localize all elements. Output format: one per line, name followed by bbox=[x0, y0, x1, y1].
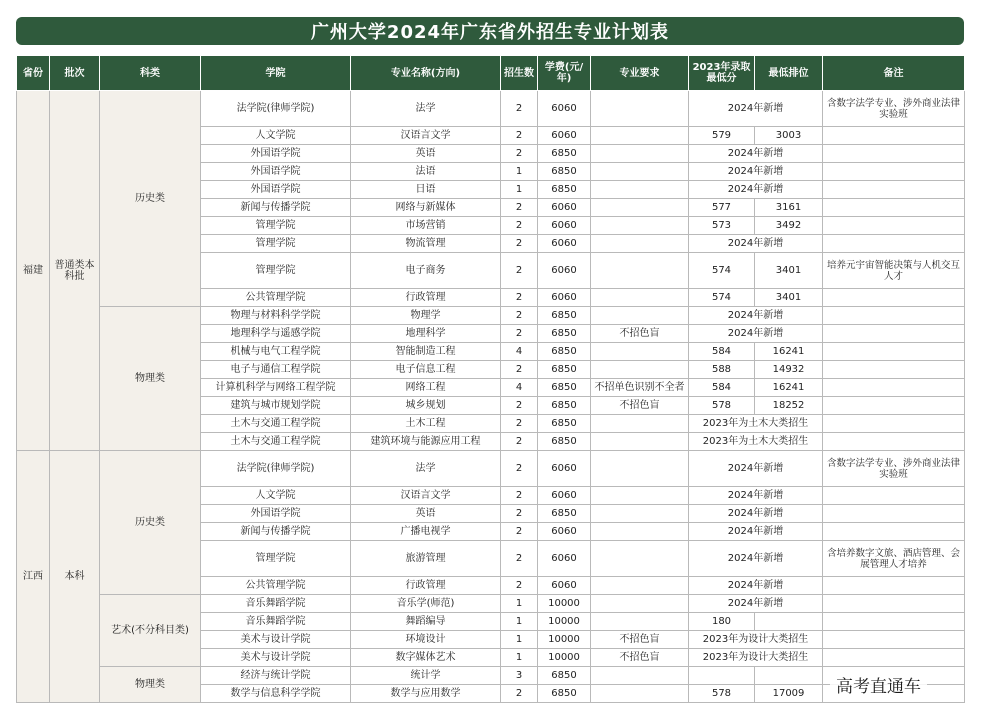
college-cell: 管理学院 bbox=[201, 253, 351, 289]
note-cell bbox=[823, 505, 965, 523]
college-cell: 外国语学院 bbox=[201, 505, 351, 523]
requirement-cell bbox=[591, 523, 689, 541]
count-cell: 2 bbox=[501, 235, 538, 253]
batch-cell: 普通类本科批 bbox=[50, 91, 100, 451]
note-cell: 含培养数字文旅、酒店管理、会展管理人才培养 bbox=[823, 541, 965, 577]
requirement-cell bbox=[591, 487, 689, 505]
header-fee: 学费(元/年) bbox=[538, 56, 591, 91]
min-rank-cell: 16241 bbox=[755, 379, 823, 397]
requirement-cell: 不招色盲 bbox=[591, 397, 689, 415]
note-cell bbox=[823, 307, 965, 325]
note-cell bbox=[823, 181, 965, 199]
min-score-cell: 573 bbox=[689, 217, 755, 235]
score-rank-merged-cell: 2024年新增 bbox=[689, 523, 823, 541]
fee-cell: 6060 bbox=[538, 487, 591, 505]
min-rank-cell bbox=[755, 613, 823, 631]
major-cell: 数学与应用数学 bbox=[351, 685, 501, 703]
fee-cell: 6850 bbox=[538, 145, 591, 163]
note-cell bbox=[823, 433, 965, 451]
fee-cell: 6850 bbox=[538, 163, 591, 181]
college-cell: 公共管理学院 bbox=[201, 289, 351, 307]
count-cell: 2 bbox=[501, 451, 538, 487]
min-score-cell: 588 bbox=[689, 361, 755, 379]
major-cell: 行政管理 bbox=[351, 289, 501, 307]
min-rank-cell: 3492 bbox=[755, 217, 823, 235]
requirement-cell: 不招色盲 bbox=[591, 325, 689, 343]
fee-cell: 6850 bbox=[538, 505, 591, 523]
requirement-cell bbox=[591, 577, 689, 595]
note-cell bbox=[823, 361, 965, 379]
count-cell: 2 bbox=[501, 217, 538, 235]
note-cell bbox=[823, 235, 965, 253]
count-cell: 2 bbox=[501, 145, 538, 163]
note-cell bbox=[823, 163, 965, 181]
requirement-cell bbox=[591, 361, 689, 379]
watermark: 高考直通车 bbox=[830, 670, 927, 699]
major-cell: 汉语言文学 bbox=[351, 487, 501, 505]
major-cell: 市场营销 bbox=[351, 217, 501, 235]
college-cell: 新闻与传播学院 bbox=[201, 523, 351, 541]
count-cell: 3 bbox=[501, 667, 538, 685]
header-major: 专业名称(方向) bbox=[351, 56, 501, 91]
major-cell: 城乡规划 bbox=[351, 397, 501, 415]
requirement-cell bbox=[591, 685, 689, 703]
header-requirement: 专业要求 bbox=[591, 56, 689, 91]
score-rank-merged-cell: 2023年为设计大类招生 bbox=[689, 649, 823, 667]
fee-cell: 10000 bbox=[538, 631, 591, 649]
note-cell bbox=[823, 613, 965, 631]
count-cell: 2 bbox=[501, 505, 538, 523]
min-score-cell: 180 bbox=[689, 613, 755, 631]
score-rank-merged-cell: 2024年新增 bbox=[689, 451, 823, 487]
note-cell bbox=[823, 325, 965, 343]
college-cell: 美术与设计学院 bbox=[201, 649, 351, 667]
count-cell: 2 bbox=[501, 307, 538, 325]
fee-cell: 6060 bbox=[538, 127, 591, 145]
requirement-cell bbox=[591, 145, 689, 163]
major-cell: 法学 bbox=[351, 451, 501, 487]
requirement-cell bbox=[591, 613, 689, 631]
count-cell: 2 bbox=[501, 577, 538, 595]
category-cell: 历史类 bbox=[100, 91, 201, 307]
fee-cell: 6060 bbox=[538, 217, 591, 235]
requirement-cell bbox=[591, 91, 689, 127]
requirement-cell bbox=[591, 667, 689, 685]
major-cell: 网络工程 bbox=[351, 379, 501, 397]
category-cell: 历史类 bbox=[100, 451, 201, 595]
requirement-cell bbox=[591, 307, 689, 325]
page-title: 广州大学2024年广东省外招生专业计划表 bbox=[16, 17, 964, 45]
major-cell: 地理科学 bbox=[351, 325, 501, 343]
requirement-cell bbox=[591, 541, 689, 577]
table-row bbox=[17, 667, 965, 685]
requirement-cell bbox=[591, 595, 689, 613]
note-cell: 培养元宇宙智能决策与人机交互人才 bbox=[823, 253, 965, 289]
fee-cell: 6060 bbox=[538, 91, 591, 127]
min-rank-cell: 14932 bbox=[755, 361, 823, 379]
fee-cell: 6850 bbox=[538, 685, 591, 703]
header-count: 招生数 bbox=[501, 56, 538, 91]
min-rank-cell bbox=[755, 667, 823, 685]
major-cell: 数字媒体艺术 bbox=[351, 649, 501, 667]
requirement-cell bbox=[591, 289, 689, 307]
major-cell: 统计学 bbox=[351, 667, 501, 685]
major-cell: 日语 bbox=[351, 181, 501, 199]
college-cell: 电子与通信工程学院 bbox=[201, 361, 351, 379]
note-cell bbox=[823, 145, 965, 163]
requirement-cell bbox=[591, 343, 689, 361]
count-cell: 2 bbox=[501, 91, 538, 127]
category-cell: 艺术(不分科目类) bbox=[100, 595, 201, 667]
major-cell: 音乐学(师范) bbox=[351, 595, 501, 613]
fee-cell: 6060 bbox=[538, 289, 591, 307]
score-rank-merged-cell: 2024年新增 bbox=[689, 181, 823, 199]
header-category: 科类 bbox=[100, 56, 201, 91]
college-cell: 机械与电气工程学院 bbox=[201, 343, 351, 361]
note-cell bbox=[823, 289, 965, 307]
fee-cell: 6850 bbox=[538, 361, 591, 379]
min-score-cell bbox=[689, 667, 755, 685]
score-rank-merged-cell: 2024年新增 bbox=[689, 487, 823, 505]
score-rank-merged-cell: 2023年为设计大类招生 bbox=[689, 631, 823, 649]
fee-cell: 6060 bbox=[538, 541, 591, 577]
table-body bbox=[17, 91, 965, 703]
college-cell: 法学院(律师学院) bbox=[201, 91, 351, 127]
count-cell: 2 bbox=[501, 325, 538, 343]
min-rank-cell: 18252 bbox=[755, 397, 823, 415]
college-cell: 管理学院 bbox=[201, 217, 351, 235]
college-cell: 管理学院 bbox=[201, 541, 351, 577]
college-cell: 土木与交通工程学院 bbox=[201, 415, 351, 433]
min-score-cell: 578 bbox=[689, 685, 755, 703]
score-rank-merged-cell: 2024年新增 bbox=[689, 91, 823, 127]
count-cell: 2 bbox=[501, 361, 538, 379]
min-rank-cell: 3401 bbox=[755, 289, 823, 307]
note-cell bbox=[823, 379, 965, 397]
fee-cell: 10000 bbox=[538, 595, 591, 613]
min-score-cell: 579 bbox=[689, 127, 755, 145]
major-cell: 英语 bbox=[351, 145, 501, 163]
college-cell: 音乐舞蹈学院 bbox=[201, 595, 351, 613]
count-cell: 2 bbox=[501, 523, 538, 541]
note-cell bbox=[823, 631, 965, 649]
note-cell bbox=[823, 415, 965, 433]
min-rank-cell: 16241 bbox=[755, 343, 823, 361]
fee-cell: 6060 bbox=[538, 235, 591, 253]
count-cell: 4 bbox=[501, 343, 538, 361]
requirement-cell bbox=[591, 505, 689, 523]
requirement-cell bbox=[591, 235, 689, 253]
major-cell: 物理学 bbox=[351, 307, 501, 325]
fee-cell: 6850 bbox=[538, 397, 591, 415]
enrollment-plan-table bbox=[16, 55, 965, 703]
note-cell bbox=[823, 487, 965, 505]
fee-cell: 6850 bbox=[538, 667, 591, 685]
min-rank-cell: 17009 bbox=[755, 685, 823, 703]
note-cell bbox=[823, 199, 965, 217]
min-rank-cell: 3401 bbox=[755, 253, 823, 289]
header-note: 备注 bbox=[823, 56, 965, 91]
major-cell: 物流管理 bbox=[351, 235, 501, 253]
college-cell: 人文学院 bbox=[201, 487, 351, 505]
fee-cell: 6850 bbox=[538, 307, 591, 325]
major-cell: 广播电视学 bbox=[351, 523, 501, 541]
requirement-cell bbox=[591, 217, 689, 235]
note-cell bbox=[823, 217, 965, 235]
college-cell: 建筑与城市规划学院 bbox=[201, 397, 351, 415]
count-cell: 1 bbox=[501, 181, 538, 199]
table-row bbox=[17, 91, 965, 127]
score-rank-merged-cell: 2024年新增 bbox=[689, 505, 823, 523]
college-cell: 音乐舞蹈学院 bbox=[201, 613, 351, 631]
table-row bbox=[17, 451, 965, 487]
major-cell: 旅游管理 bbox=[351, 541, 501, 577]
min-score-cell: 584 bbox=[689, 343, 755, 361]
fee-cell: 6060 bbox=[538, 577, 591, 595]
count-cell: 2 bbox=[501, 685, 538, 703]
requirement-cell bbox=[591, 181, 689, 199]
score-rank-merged-cell: 2024年新增 bbox=[689, 145, 823, 163]
note-cell: 含数字法学专业、涉外商业法律实验班 bbox=[823, 91, 965, 127]
fee-cell: 6060 bbox=[538, 523, 591, 541]
count-cell: 2 bbox=[501, 433, 538, 451]
note-cell bbox=[823, 595, 965, 613]
table-row bbox=[17, 595, 965, 613]
min-score-cell: 574 bbox=[689, 289, 755, 307]
college-cell: 经济与统计学院 bbox=[201, 667, 351, 685]
college-cell: 美术与设计学院 bbox=[201, 631, 351, 649]
score-rank-merged-cell: 2024年新增 bbox=[689, 595, 823, 613]
note-cell: 含数字法学专业、涉外商业法律实验班 bbox=[823, 451, 965, 487]
major-cell: 电子商务 bbox=[351, 253, 501, 289]
count-cell: 2 bbox=[501, 253, 538, 289]
fee-cell: 6850 bbox=[538, 181, 591, 199]
min-rank-cell: 3161 bbox=[755, 199, 823, 217]
note-cell bbox=[823, 523, 965, 541]
college-cell: 外国语学院 bbox=[201, 145, 351, 163]
score-rank-merged-cell: 2024年新增 bbox=[689, 163, 823, 181]
count-cell: 4 bbox=[501, 379, 538, 397]
college-cell: 数学与信息科学学院 bbox=[201, 685, 351, 703]
count-cell: 2 bbox=[501, 199, 538, 217]
count-cell: 2 bbox=[501, 289, 538, 307]
header-min-score: 2023年录取最低分 bbox=[689, 56, 755, 91]
header-province: 省份 bbox=[17, 56, 50, 91]
count-cell: 2 bbox=[501, 415, 538, 433]
count-cell: 2 bbox=[501, 397, 538, 415]
fee-cell: 10000 bbox=[538, 613, 591, 631]
fee-cell: 6850 bbox=[538, 343, 591, 361]
score-rank-merged-cell: 2024年新增 bbox=[689, 307, 823, 325]
note-cell bbox=[823, 577, 965, 595]
major-cell: 智能制造工程 bbox=[351, 343, 501, 361]
table-header-row bbox=[17, 56, 965, 91]
college-cell: 管理学院 bbox=[201, 235, 351, 253]
score-rank-merged-cell: 2024年新增 bbox=[689, 235, 823, 253]
requirement-cell: 不招单色识别不全者 bbox=[591, 379, 689, 397]
category-cell: 物理类 bbox=[100, 667, 201, 703]
category-cell: 物理类 bbox=[100, 307, 201, 451]
major-cell: 舞蹈编导 bbox=[351, 613, 501, 631]
college-cell: 法学院(律师学院) bbox=[201, 451, 351, 487]
major-cell: 网络与新媒体 bbox=[351, 199, 501, 217]
min-rank-cell: 3003 bbox=[755, 127, 823, 145]
major-cell: 英语 bbox=[351, 505, 501, 523]
batch-cell: 本科 bbox=[50, 451, 100, 703]
college-cell: 外国语学院 bbox=[201, 181, 351, 199]
fee-cell: 6060 bbox=[538, 199, 591, 217]
fee-cell: 6060 bbox=[538, 253, 591, 289]
fee-cell: 6060 bbox=[538, 451, 591, 487]
count-cell: 1 bbox=[501, 631, 538, 649]
score-rank-merged-cell: 2023年为土木大类招生 bbox=[689, 415, 823, 433]
province-cell: 福建 bbox=[17, 91, 50, 451]
major-cell: 汉语言文学 bbox=[351, 127, 501, 145]
min-score-cell: 578 bbox=[689, 397, 755, 415]
count-cell: 1 bbox=[501, 595, 538, 613]
count-cell: 2 bbox=[501, 127, 538, 145]
count-cell: 1 bbox=[501, 163, 538, 181]
college-cell: 地理科学与遥感学院 bbox=[201, 325, 351, 343]
fee-cell: 6850 bbox=[538, 325, 591, 343]
major-cell: 法语 bbox=[351, 163, 501, 181]
fee-cell: 6850 bbox=[538, 415, 591, 433]
college-cell: 外国语学院 bbox=[201, 163, 351, 181]
note-cell bbox=[823, 127, 965, 145]
requirement-cell bbox=[591, 415, 689, 433]
major-cell: 电子信息工程 bbox=[351, 361, 501, 379]
fee-cell: 6850 bbox=[538, 433, 591, 451]
major-cell: 法学 bbox=[351, 91, 501, 127]
note-cell bbox=[823, 343, 965, 361]
min-score-cell: 574 bbox=[689, 253, 755, 289]
table-row bbox=[17, 307, 965, 325]
score-rank-merged-cell: 2024年新增 bbox=[689, 541, 823, 577]
requirement-cell bbox=[591, 127, 689, 145]
min-score-cell: 584 bbox=[689, 379, 755, 397]
major-cell: 环境设计 bbox=[351, 631, 501, 649]
college-cell: 土木与交通工程学院 bbox=[201, 433, 351, 451]
major-cell: 建筑环境与能源应用工程 bbox=[351, 433, 501, 451]
requirement-cell bbox=[591, 433, 689, 451]
count-cell: 2 bbox=[501, 541, 538, 577]
college-cell: 新闻与传播学院 bbox=[201, 199, 351, 217]
requirement-cell bbox=[591, 163, 689, 181]
note-cell bbox=[823, 649, 965, 667]
college-cell: 人文学院 bbox=[201, 127, 351, 145]
province-cell: 江西 bbox=[17, 451, 50, 703]
header-min-rank: 最低排位 bbox=[755, 56, 823, 91]
note-cell bbox=[823, 397, 965, 415]
header-batch: 批次 bbox=[50, 56, 100, 91]
score-rank-merged-cell: 2024年新增 bbox=[689, 577, 823, 595]
requirement-cell bbox=[591, 253, 689, 289]
score-rank-merged-cell: 2024年新增 bbox=[689, 325, 823, 343]
requirement-cell bbox=[591, 451, 689, 487]
min-score-cell: 577 bbox=[689, 199, 755, 217]
header-college: 学院 bbox=[201, 56, 351, 91]
score-rank-merged-cell: 2023年为土木大类招生 bbox=[689, 433, 823, 451]
count-cell: 2 bbox=[501, 487, 538, 505]
fee-cell: 6850 bbox=[538, 379, 591, 397]
college-cell: 物理与材料科学学院 bbox=[201, 307, 351, 325]
major-cell: 土木工程 bbox=[351, 415, 501, 433]
requirement-cell: 不招色盲 bbox=[591, 631, 689, 649]
count-cell: 1 bbox=[501, 649, 538, 667]
requirement-cell: 不招色盲 bbox=[591, 649, 689, 667]
major-cell: 行政管理 bbox=[351, 577, 501, 595]
count-cell: 1 bbox=[501, 613, 538, 631]
fee-cell: 10000 bbox=[538, 649, 591, 667]
college-cell: 公共管理学院 bbox=[201, 577, 351, 595]
college-cell: 计算机科学与网络工程学院 bbox=[201, 379, 351, 397]
requirement-cell bbox=[591, 199, 689, 217]
